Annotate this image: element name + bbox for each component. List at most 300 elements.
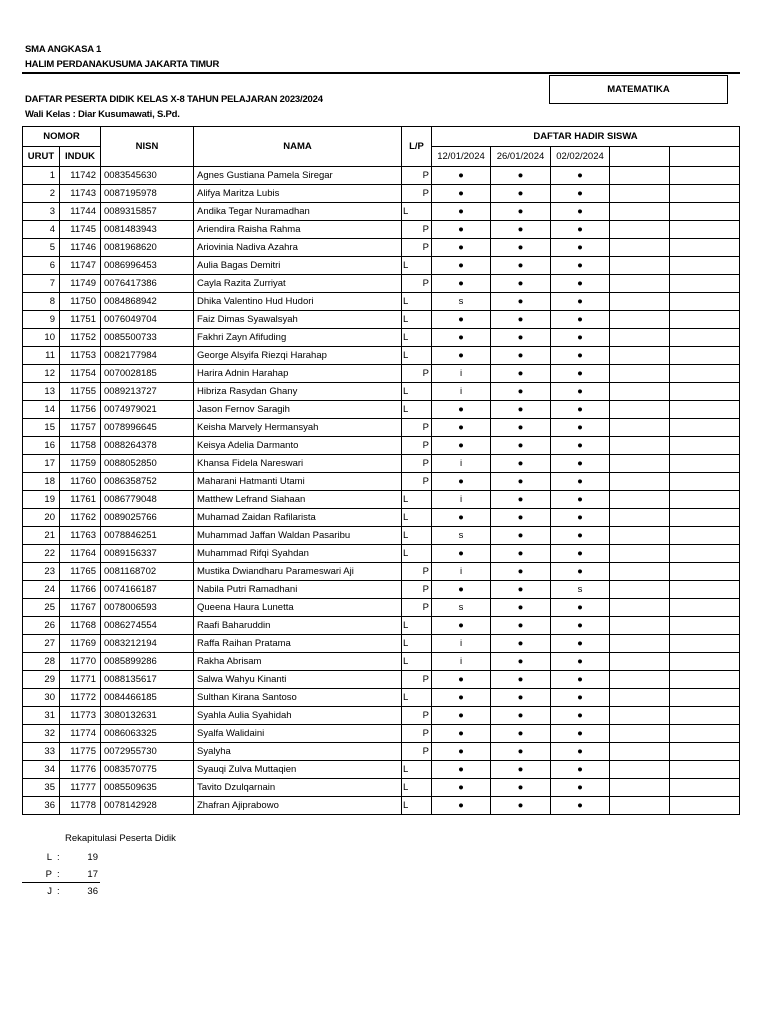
nisn-cell: 0085899286 bbox=[101, 653, 194, 671]
nisn-cell: 0088264378 bbox=[101, 437, 194, 455]
name-cell: Muhammad Jaffan Waldan Pasaribu bbox=[194, 527, 402, 545]
name-cell: Mustika Dwiandharu Parameswari Aji bbox=[194, 563, 402, 581]
urut-cell: 3 bbox=[23, 203, 60, 221]
attendance-mark bbox=[670, 509, 740, 527]
nisn-cell: 0081968620 bbox=[101, 239, 194, 257]
table-row bbox=[23, 653, 740, 671]
nisn-cell: 0078142928 bbox=[101, 797, 194, 815]
induk-cell: 11755 bbox=[60, 383, 101, 401]
attendance-mark bbox=[610, 545, 670, 563]
urut-cell: 16 bbox=[23, 437, 60, 455]
attendance-mark: ● bbox=[491, 185, 551, 203]
nisn-cell: 0074979021 bbox=[101, 401, 194, 419]
table-row bbox=[23, 491, 740, 509]
attendance-mark: ● bbox=[432, 545, 491, 563]
name-cell: Muhammad Rifqi Syahdan bbox=[194, 545, 402, 563]
induk-cell: 11742 bbox=[60, 167, 101, 185]
attendance-mark: ● bbox=[551, 221, 610, 239]
name-cell: Syalyha bbox=[194, 743, 402, 761]
attendance-mark: ● bbox=[551, 257, 610, 275]
attendance-mark: ● bbox=[551, 725, 610, 743]
urut-cell: 27 bbox=[23, 635, 60, 653]
gender-cell: P bbox=[402, 743, 432, 761]
attendance-header: DAFTAR HADIR SISWA bbox=[432, 127, 740, 147]
induk-cell: 11756 bbox=[60, 401, 101, 419]
recap-colon: : bbox=[57, 852, 60, 863]
gender-cell: P bbox=[402, 455, 432, 473]
table-row bbox=[23, 347, 740, 365]
table-row bbox=[23, 563, 740, 581]
attendance-mark bbox=[610, 419, 670, 437]
attendance-mark bbox=[670, 257, 740, 275]
induk-cell: 11745 bbox=[60, 221, 101, 239]
gender-cell: L bbox=[402, 545, 432, 563]
attendance-mark bbox=[670, 635, 740, 653]
urut-cell: 31 bbox=[23, 707, 60, 725]
gender-cell: P bbox=[402, 167, 432, 185]
urut-cell: 34 bbox=[23, 761, 60, 779]
attendance-mark: i bbox=[432, 365, 491, 383]
nisn-cell: 0085509635 bbox=[101, 779, 194, 797]
recap-label: J bbox=[47, 886, 52, 897]
attendance-mark bbox=[670, 707, 740, 725]
attendance-mark: ● bbox=[491, 563, 551, 581]
gender-cell: L bbox=[402, 401, 432, 419]
urut-cell: 28 bbox=[23, 653, 60, 671]
attendance-mark: ● bbox=[551, 653, 610, 671]
date-header: 12/01/2024 bbox=[432, 147, 491, 167]
name-cell: Faiz Dimas Syawalsyah bbox=[194, 311, 402, 329]
gender-cell: P bbox=[402, 599, 432, 617]
gender-cell: L bbox=[402, 761, 432, 779]
urut-cell: 5 bbox=[23, 239, 60, 257]
name-cell: Dhika Valentino Hud Hudori bbox=[194, 293, 402, 311]
table-row bbox=[23, 527, 740, 545]
urut-cell: 4 bbox=[23, 221, 60, 239]
attendance-mark: ● bbox=[491, 419, 551, 437]
gender-cell: L bbox=[402, 311, 432, 329]
attendance-mark: i bbox=[432, 653, 491, 671]
attendance-mark bbox=[610, 257, 670, 275]
induk-cell: 11751 bbox=[60, 311, 101, 329]
attendance-mark: ● bbox=[551, 473, 610, 491]
attendance-mark: ● bbox=[432, 401, 491, 419]
attendance-mark: ● bbox=[491, 707, 551, 725]
table-row bbox=[23, 761, 740, 779]
name-cell: Syauqi Zulva Muttaqien bbox=[194, 761, 402, 779]
table-row bbox=[23, 167, 740, 185]
attendance-mark: ● bbox=[432, 725, 491, 743]
attendance-mark: ● bbox=[491, 437, 551, 455]
attendance-mark: ● bbox=[551, 293, 610, 311]
urut-cell: 33 bbox=[23, 743, 60, 761]
name-cell: Aulia Bagas Demitri bbox=[194, 257, 402, 275]
attendance-mark: ● bbox=[491, 473, 551, 491]
urut-cell: 24 bbox=[23, 581, 60, 599]
nisn-cell: 0087195978 bbox=[101, 185, 194, 203]
name-cell: Keisha Marvely Hermansyah bbox=[194, 419, 402, 437]
attendance-mark bbox=[610, 527, 670, 545]
attendance-mark bbox=[610, 437, 670, 455]
attendance-mark bbox=[670, 545, 740, 563]
nisn-cell: 0088135617 bbox=[101, 671, 194, 689]
attendance-mark bbox=[610, 581, 670, 599]
name-cell: Jason Fernov Saragih bbox=[194, 401, 402, 419]
nisn-cell: 0082177984 bbox=[101, 347, 194, 365]
homeroom-teacher: Wali Kelas : Diar Kusumawati, S.Pd. bbox=[25, 109, 180, 120]
attendance-mark: ● bbox=[551, 365, 610, 383]
attendance-mark bbox=[670, 689, 740, 707]
nisn-cell: 0084466185 bbox=[101, 689, 194, 707]
induk-cell: 11757 bbox=[60, 419, 101, 437]
attendance-mark: ● bbox=[551, 437, 610, 455]
gender-cell: L bbox=[402, 635, 432, 653]
gender-cell: L bbox=[402, 509, 432, 527]
induk-cell: 11763 bbox=[60, 527, 101, 545]
attendance-mark: ● bbox=[432, 203, 491, 221]
table-row bbox=[23, 293, 740, 311]
attendance-mark: ● bbox=[551, 761, 610, 779]
attendance-mark bbox=[670, 221, 740, 239]
induk-cell: 11747 bbox=[60, 257, 101, 275]
name-cell: Syahla Aulia Syahidah bbox=[194, 707, 402, 725]
table-row bbox=[23, 473, 740, 491]
attendance-mark bbox=[670, 311, 740, 329]
nisn-cell: 0089213727 bbox=[101, 383, 194, 401]
urut-cell: 8 bbox=[23, 293, 60, 311]
gender-cell: L bbox=[402, 527, 432, 545]
induk-cell: 11765 bbox=[60, 563, 101, 581]
name-header: NAMA bbox=[194, 127, 402, 167]
recap-title: Rekapitulasi Peserta Didik bbox=[65, 833, 176, 844]
induk-cell: 11744 bbox=[60, 203, 101, 221]
attendance-mark bbox=[670, 581, 740, 599]
table-row bbox=[23, 221, 740, 239]
attendance-mark: ● bbox=[432, 419, 491, 437]
attendance-mark: ● bbox=[551, 239, 610, 257]
induk-cell: 11766 bbox=[60, 581, 101, 599]
gender-cell: P bbox=[402, 671, 432, 689]
attendance-mark: ● bbox=[551, 275, 610, 293]
attendance-mark: ● bbox=[432, 239, 491, 257]
attendance-mark: ● bbox=[491, 293, 551, 311]
attendance-mark: ● bbox=[491, 257, 551, 275]
attendance-mark: ● bbox=[432, 797, 491, 815]
attendance-mark bbox=[610, 779, 670, 797]
attendance-mark bbox=[610, 167, 670, 185]
attendance-mark: ● bbox=[491, 761, 551, 779]
urut-cell: 1 bbox=[23, 167, 60, 185]
attendance-mark bbox=[670, 527, 740, 545]
name-cell: Harira Adnin Harahap bbox=[194, 365, 402, 383]
induk-cell: 11759 bbox=[60, 455, 101, 473]
gender-cell: P bbox=[402, 581, 432, 599]
attendance-mark: ● bbox=[491, 401, 551, 419]
gender-cell: L bbox=[402, 383, 432, 401]
attendance-mark: ● bbox=[551, 491, 610, 509]
table-row bbox=[23, 383, 740, 401]
induk-cell: 11772 bbox=[60, 689, 101, 707]
name-cell: Nabila Putri Ramadhani bbox=[194, 581, 402, 599]
gender-cell: L bbox=[402, 653, 432, 671]
induk-cell: 11777 bbox=[60, 779, 101, 797]
nisn-cell: 0089156337 bbox=[101, 545, 194, 563]
table-row bbox=[23, 185, 740, 203]
attendance-mark bbox=[610, 671, 670, 689]
induk-cell: 11768 bbox=[60, 617, 101, 635]
urut-cell: 21 bbox=[23, 527, 60, 545]
attendance-mark bbox=[610, 797, 670, 815]
urut-cell: 17 bbox=[23, 455, 60, 473]
attendance-mark bbox=[610, 365, 670, 383]
name-cell: Alifya Maritza Lubis bbox=[194, 185, 402, 203]
nisn-cell: 0074166187 bbox=[101, 581, 194, 599]
urut-header: URUT bbox=[23, 147, 60, 167]
name-cell: Khansa Fidela Nareswari bbox=[194, 455, 402, 473]
nisn-cell: 0085500733 bbox=[101, 329, 194, 347]
recap-total-line bbox=[22, 882, 100, 883]
table-row bbox=[23, 743, 740, 761]
gender-cell: P bbox=[402, 275, 432, 293]
induk-cell: 11778 bbox=[60, 797, 101, 815]
attendance-mark: ● bbox=[551, 203, 610, 221]
induk-cell: 11749 bbox=[60, 275, 101, 293]
induk-cell: 11761 bbox=[60, 491, 101, 509]
attendance-mark: i bbox=[432, 455, 491, 473]
attendance-mark: ● bbox=[491, 275, 551, 293]
name-cell: Tavito Dzulqarnain bbox=[194, 779, 402, 797]
school-address: HALIM PERDANAKUSUMA JAKARTA TIMUR bbox=[25, 59, 220, 70]
attendance-mark bbox=[670, 797, 740, 815]
nisn-cell: 0076049704 bbox=[101, 311, 194, 329]
gender-cell: P bbox=[402, 365, 432, 383]
induk-cell: 11767 bbox=[60, 599, 101, 617]
attendance-mark bbox=[610, 203, 670, 221]
induk-cell: 11773 bbox=[60, 707, 101, 725]
urut-cell: 30 bbox=[23, 689, 60, 707]
attendance-mark: ● bbox=[432, 617, 491, 635]
attendance-mark bbox=[670, 329, 740, 347]
attendance-mark: ● bbox=[491, 671, 551, 689]
attendance-table bbox=[22, 126, 740, 815]
recap-value: 36 bbox=[87, 886, 98, 897]
attendance-mark: s bbox=[551, 581, 610, 599]
urut-cell: 6 bbox=[23, 257, 60, 275]
attendance-mark: ● bbox=[432, 581, 491, 599]
attendance-mark: ● bbox=[491, 653, 551, 671]
attendance-mark: ● bbox=[551, 329, 610, 347]
nisn-cell: 0072955730 bbox=[101, 743, 194, 761]
nisn-cell: 3080132631 bbox=[101, 707, 194, 725]
attendance-mark: ● bbox=[432, 779, 491, 797]
attendance-mark: ● bbox=[491, 527, 551, 545]
table-row bbox=[23, 203, 740, 221]
attendance-mark: i bbox=[432, 491, 491, 509]
attendance-mark: ● bbox=[551, 599, 610, 617]
nisn-cell: 0083212194 bbox=[101, 635, 194, 653]
gender-cell: L bbox=[402, 293, 432, 311]
attendance-mark bbox=[670, 383, 740, 401]
attendance-mark: ● bbox=[491, 239, 551, 257]
name-cell: George Alsyifa Riezqi Harahap bbox=[194, 347, 402, 365]
date-header bbox=[670, 147, 740, 167]
attendance-mark: ● bbox=[491, 203, 551, 221]
attendance-mark bbox=[610, 653, 670, 671]
attendance-mark bbox=[610, 383, 670, 401]
name-cell: Zhafran Ajiprabowo bbox=[194, 797, 402, 815]
attendance-mark bbox=[670, 419, 740, 437]
table-row bbox=[23, 797, 740, 815]
nisn-cell: 0089025766 bbox=[101, 509, 194, 527]
attendance-mark: ● bbox=[491, 491, 551, 509]
name-cell: Ariendira Raisha Rahma bbox=[194, 221, 402, 239]
attendance-mark: ● bbox=[491, 599, 551, 617]
table-row bbox=[23, 275, 740, 293]
induk-cell: 11776 bbox=[60, 761, 101, 779]
attendance-mark: i bbox=[432, 383, 491, 401]
nisn-cell: 0083545630 bbox=[101, 167, 194, 185]
urut-cell: 23 bbox=[23, 563, 60, 581]
name-cell: Cayla Razita Zurriyat bbox=[194, 275, 402, 293]
attendance-mark bbox=[610, 293, 670, 311]
name-cell: Raafi Baharuddin bbox=[194, 617, 402, 635]
urut-cell: 25 bbox=[23, 599, 60, 617]
attendance-mark: i bbox=[432, 635, 491, 653]
attendance-mark bbox=[670, 203, 740, 221]
gender-cell: L bbox=[402, 689, 432, 707]
attendance-mark: ● bbox=[491, 167, 551, 185]
attendance-mark: ● bbox=[432, 275, 491, 293]
nisn-cell: 0088052850 bbox=[101, 455, 194, 473]
attendance-mark bbox=[610, 491, 670, 509]
attendance-mark: ● bbox=[491, 545, 551, 563]
attendance-mark: ● bbox=[551, 347, 610, 365]
attendance-mark: ● bbox=[551, 707, 610, 725]
urut-cell: 20 bbox=[23, 509, 60, 527]
nisn-cell: 0083570775 bbox=[101, 761, 194, 779]
attendance-mark bbox=[670, 653, 740, 671]
attendance-mark: ● bbox=[491, 689, 551, 707]
attendance-mark: ● bbox=[491, 617, 551, 635]
attendance-mark bbox=[610, 311, 670, 329]
nisn-cell: 0078846251 bbox=[101, 527, 194, 545]
attendance-mark: ● bbox=[551, 185, 610, 203]
gender-header: L/P bbox=[402, 127, 432, 167]
attendance-mark: ● bbox=[432, 185, 491, 203]
attendance-mark bbox=[670, 401, 740, 419]
date-header bbox=[610, 147, 670, 167]
gender-cell: L bbox=[402, 491, 432, 509]
table-row bbox=[23, 707, 740, 725]
attendance-mark: ● bbox=[551, 779, 610, 797]
gender-cell: P bbox=[402, 725, 432, 743]
attendance-mark bbox=[670, 365, 740, 383]
attendance-mark bbox=[670, 239, 740, 257]
attendance-mark: i bbox=[432, 563, 491, 581]
table-row bbox=[23, 419, 740, 437]
school-name: SMA ANGKASA 1 bbox=[25, 44, 102, 55]
attendance-mark bbox=[670, 455, 740, 473]
induk-cell: 11753 bbox=[60, 347, 101, 365]
nisn-cell: 0070028185 bbox=[101, 365, 194, 383]
induk-cell: 11750 bbox=[60, 293, 101, 311]
table-row bbox=[23, 581, 740, 599]
attendance-mark bbox=[670, 437, 740, 455]
gender-cell: P bbox=[402, 185, 432, 203]
recap-value: 17 bbox=[87, 869, 98, 880]
attendance-mark: ● bbox=[432, 707, 491, 725]
attendance-mark: ● bbox=[491, 455, 551, 473]
induk-cell: 11743 bbox=[60, 185, 101, 203]
gender-cell: P bbox=[402, 239, 432, 257]
nisn-cell: 0086063325 bbox=[101, 725, 194, 743]
attendance-mark bbox=[610, 221, 670, 239]
attendance-mark: ● bbox=[432, 347, 491, 365]
urut-cell: 26 bbox=[23, 617, 60, 635]
attendance-mark: ● bbox=[551, 563, 610, 581]
table-row bbox=[23, 437, 740, 455]
induk-cell: 11760 bbox=[60, 473, 101, 491]
attendance-mark bbox=[670, 563, 740, 581]
attendance-mark: ● bbox=[432, 257, 491, 275]
name-cell: Muhamad Zaidan Rafilarista bbox=[194, 509, 402, 527]
attendance-mark: ● bbox=[551, 743, 610, 761]
attendance-mark: ● bbox=[432, 329, 491, 347]
induk-cell: 11746 bbox=[60, 239, 101, 257]
table-row bbox=[23, 779, 740, 797]
urut-cell: 19 bbox=[23, 491, 60, 509]
name-cell: Hibriza Rasydan Ghany bbox=[194, 383, 402, 401]
gender-cell: L bbox=[402, 797, 432, 815]
attendance-mark bbox=[610, 725, 670, 743]
attendance-mark: ● bbox=[551, 617, 610, 635]
table-row bbox=[23, 401, 740, 419]
table-row bbox=[23, 689, 740, 707]
name-cell: Raffa Raihan Pratama bbox=[194, 635, 402, 653]
nisn-cell: 0076417386 bbox=[101, 275, 194, 293]
recap-colon: : bbox=[57, 869, 60, 880]
nisn-header: NISN bbox=[101, 127, 194, 167]
attendance-mark: ● bbox=[551, 419, 610, 437]
attendance-mark: ● bbox=[491, 221, 551, 239]
attendance-mark: ● bbox=[491, 365, 551, 383]
table-row bbox=[23, 257, 740, 275]
attendance-mark bbox=[610, 761, 670, 779]
urut-cell: 11 bbox=[23, 347, 60, 365]
nisn-cell: 0086274554 bbox=[101, 617, 194, 635]
name-cell: Queena Haura Lunetta bbox=[194, 599, 402, 617]
table-row bbox=[23, 365, 740, 383]
attendance-mark: ● bbox=[551, 671, 610, 689]
table-row bbox=[23, 617, 740, 635]
attendance-mark: ● bbox=[491, 743, 551, 761]
attendance-mark bbox=[670, 761, 740, 779]
table-row bbox=[23, 725, 740, 743]
attendance-mark bbox=[610, 509, 670, 527]
induk-cell: 11758 bbox=[60, 437, 101, 455]
urut-cell: 2 bbox=[23, 185, 60, 203]
name-cell: Agnes Gustiana Pamela Siregar bbox=[194, 167, 402, 185]
attendance-mark: ● bbox=[432, 689, 491, 707]
name-cell: Syalfa Walidaini bbox=[194, 725, 402, 743]
recap-label: L bbox=[46, 852, 52, 863]
attendance-mark bbox=[670, 671, 740, 689]
attendance-mark bbox=[610, 455, 670, 473]
attendance-mark bbox=[610, 347, 670, 365]
name-cell: Sulthan Kirana Santoso bbox=[194, 689, 402, 707]
table-row bbox=[23, 635, 740, 653]
gender-cell: P bbox=[402, 437, 432, 455]
